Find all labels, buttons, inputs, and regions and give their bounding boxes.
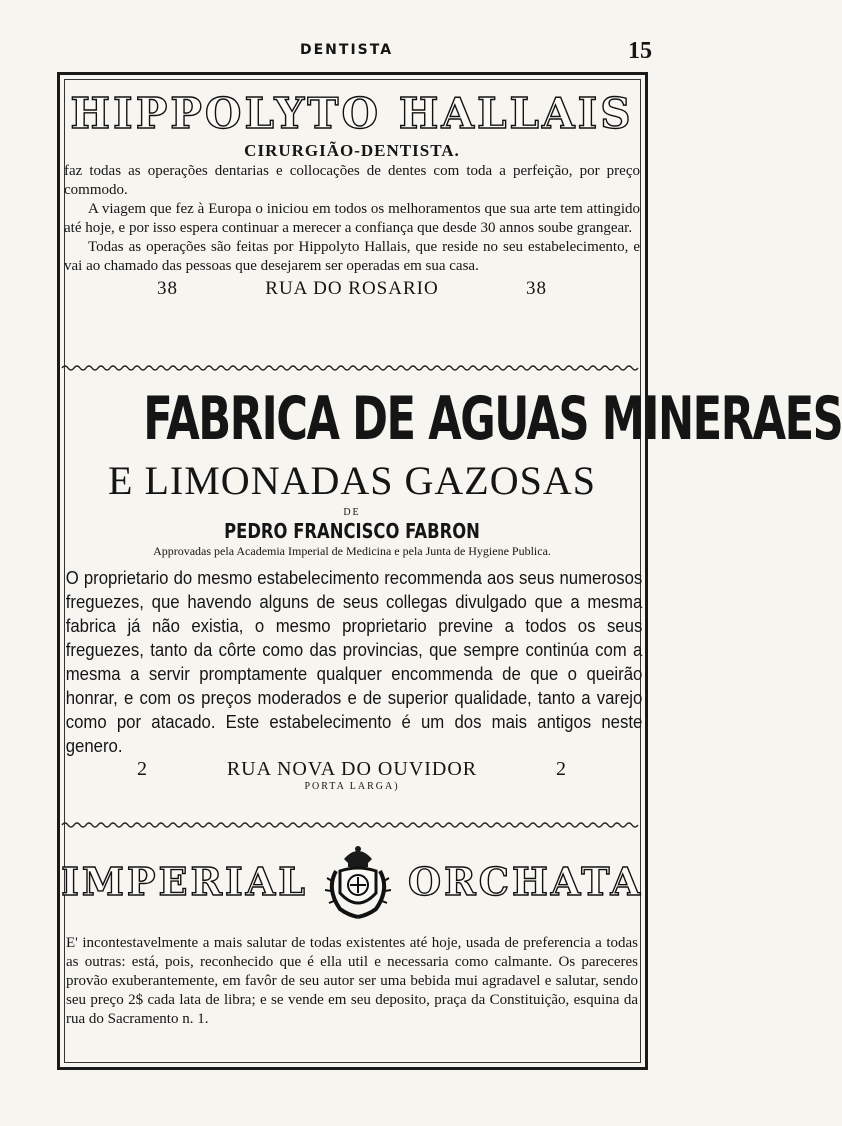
dentist-subtitle: CIRURGIÃO-DENTISTA. [244,141,460,160]
factory-owner: PEDRO FRANCISCO FABRON [224,519,480,543]
ornamental-divider-2 [62,820,642,830]
factory-advertisement [62,383,842,792]
orchata-paragraph: E' incontestavelmente a mais salutar de todas existentes até hoje, usada de preferencia a todas as outras: está, pois, reconhecido que é ella util e necessaria como calmante. Os pareceres provão exuberantemente, em favôr de seu autor ser uma bebida mui agradavel e salutar, sendo seu preço 2$ cada lata de libra; e se vende em seu deposito, praça da Constituição, esquina da rua do Sacramento n. 1. [66,935,638,1027]
running-title: DENTISTA [300,42,394,58]
dentist-advertisement [62,88,642,300]
orchata-title-row [62,838,642,924]
orchata-title-right: ORCHATA [408,858,643,904]
dentist-address-street: RUA DO ROSARIO [265,278,439,299]
orchata-advertisement [62,838,642,1029]
dentist-title: HIPPOLYTO HALLAIS [70,89,634,138]
factory-approval: Approvadas pela Academia Imperial de Medicina e pela Junta de Hygiene Publica. [153,544,551,558]
factory-de: DE [343,507,361,518]
running-head [0,40,704,64]
factory-address-street: RUA NOVA DO OUVIDOR [226,758,478,780]
factory-address-number-right: 2 [555,758,567,780]
factory-address-number-left: 2 [137,758,148,780]
factory-address-note: PORTA LARGA) [304,781,400,792]
dentist-paragraph-3: Todas as operações são feitas por Hippolyto Hallais, que reside no seu estabelecimento, e vai ao chamado das pessoas que desejarem ser operadas em sua casa. [64,239,640,274]
factory-paragraph: O proprietario do mesmo estabelecimento recommenda aos seus numerosos freguezes, que havendo alguns de seus collegas divulgado que a mesma fabrica já não existia, o mesmo proprietario previne a todos os seus freguezes, tanto da côrte como das provincias, que sempre continúa com a mesma a servir promptamente qualquer encommenda de que o queirão honrar, e com os preços moderados e de superior qualidade, tanto a varejo como por atacado. Este estabelecimento é um dos mais antigos neste genero. [65,568,643,756]
dentist-address [157,278,547,300]
ornamental-divider-1 [62,363,642,373]
dentist-address-number-left: 38 [157,278,178,299]
dentist-paragraph-2: A viagem que fez à Europa o iniciou em todos os melhoramentos que sua arte tem attingido até hoje, e por isso espera continuar a merecer a confiança que desde 30 annos soube grangear. [64,201,640,236]
dentist-address-number-right: 38 [525,278,547,299]
orchata-title-left: IMPERIAL [61,858,309,904]
factory-title-line1: FABRICA DE AGUAS MINERAES [143,384,842,454]
imperial-crest-icon [322,841,394,921]
factory-address [137,758,567,781]
page-number: 15 [628,38,652,64]
factory-title-line2: E LIMONADAS GAZOSAS [108,458,596,503]
dentist-paragraph-1: faz todas as operações dentarias e collocações de dentes com toda a perfeição, por preço commodo. [64,163,640,198]
